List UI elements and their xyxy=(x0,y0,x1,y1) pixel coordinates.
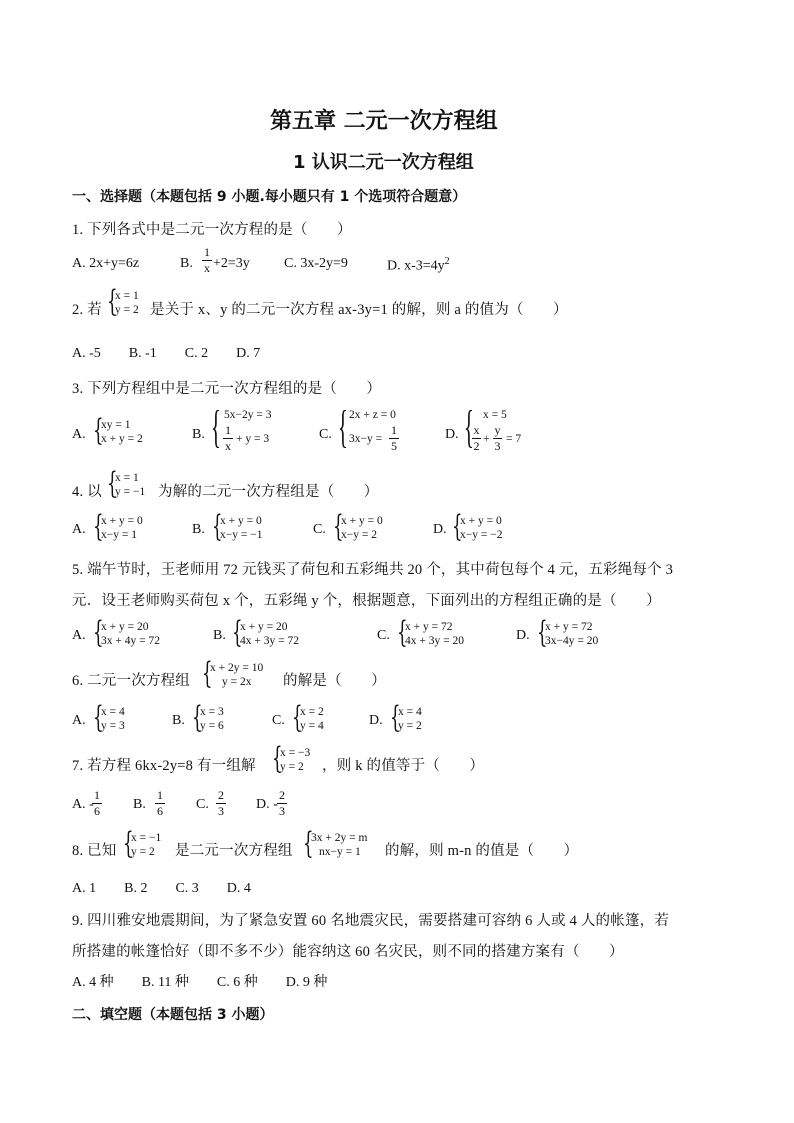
q4-option-b-label: B. xyxy=(192,522,205,537)
q3-option-a-label: A. xyxy=(72,427,86,442)
q1-option-a: A. 2x+y=6z xyxy=(72,256,140,271)
q5-option-d-label: D. xyxy=(516,628,530,643)
q1-option-b-rest: +2=3y xyxy=(213,256,250,271)
q1-option-b-label: B. xyxy=(180,256,193,271)
q7-option-b-fraction: 1 6 xyxy=(157,788,163,818)
q1-option-c: C. 3x-2y=9 xyxy=(284,256,348,271)
q3-option-d-eq2: = 7 xyxy=(506,433,522,445)
chapter-title: 第五章 二元一次方程组 xyxy=(270,109,498,134)
question-3-stem: 3. 下列方程组中是二元一次方程组的是（ ） xyxy=(72,381,382,397)
q7-option-d-fraction: 2 3 xyxy=(279,788,285,818)
q4-option-a-label: A. xyxy=(72,522,86,537)
question-2-prefix: 2. 若 xyxy=(72,302,102,318)
q2-options: A. -5 B. -1 C. 2 D. 7 xyxy=(72,346,261,361)
q5-option-b-label: B. xyxy=(213,628,226,643)
q3-option-c-fraction: 1 5 xyxy=(391,423,397,453)
q8-options: A. 1 B. 2 C. 3 D. 4 xyxy=(72,881,251,896)
q3-option-c-brace: { xyxy=(338,401,348,452)
q3-option-b-eq1: 5x−2y = 3 xyxy=(224,409,272,421)
q6-option-d-label: D. xyxy=(369,713,383,728)
q4-option-c-label: C. xyxy=(313,522,326,537)
q7-option-a-label: A. - xyxy=(72,797,94,812)
question-9-line-2: 所搭建的帐篷恰好（即不多不少）能容纳这 60 名灾民，则不同的搭建方案有（ ） xyxy=(72,944,624,960)
q5-option-a-label: A. xyxy=(72,628,86,643)
q3-option-c-eq2: 3x−y = xyxy=(349,433,383,445)
q3-option-b-fraction: 1 x xyxy=(225,423,231,453)
question-8-stem: 的解，则 m-n 的值是（ ） xyxy=(385,843,579,859)
section-heading-fill: 二、填空题（本题包括 3 小题） xyxy=(72,1007,274,1023)
question-4-prefix: 4. 以 xyxy=(72,484,102,500)
q6-option-b-label: B. xyxy=(172,713,185,728)
q1-option-d: D. $x-3=4y^2$ xyxy=(387,256,450,274)
question-9-line-1: 9. 四川雅安地震期间，为了紧急安置 60 名地震灾民，需要搭建可容纳 6 人或 4 人的帐篷，若 xyxy=(72,913,670,929)
question-5-line-1: 5. 端午节时，王老师用 72 元钱买了荷包和五彩绳共 20 个，其中荷包每个 4 元，五彩绳每个 3 xyxy=(72,562,674,578)
q1-option-b-fraction: 1 x xyxy=(204,245,210,275)
q3-option-d-brace: { xyxy=(464,401,474,452)
q3-option-d-fraction-2: y 3 xyxy=(494,423,501,453)
q6-option-a-label: A. xyxy=(72,713,86,728)
q3-option-b-eq2: + y = 3 xyxy=(236,433,270,445)
question-8-prefix: 8. 已知 xyxy=(72,843,117,859)
q3-option-d-plus: + xyxy=(483,433,490,445)
question-4-stem: 为解的二元一次方程组是（ ） xyxy=(158,484,379,500)
question-7-stem: ，则 k 的值等于（ ） xyxy=(322,758,485,774)
question-6-stem: 的解是（ ） xyxy=(283,673,386,689)
question-7-prefix: 7. 若方程 6kx-2y=8 有一组解 xyxy=(72,758,256,774)
q3-option-b-brace: { xyxy=(211,401,221,452)
q3-option-d-fraction-1: x 2 xyxy=(473,423,480,453)
q3-option-d-label: D. xyxy=(445,427,459,442)
q3-option-c-label: C. xyxy=(319,427,332,442)
q7-option-d-label: D. - xyxy=(256,797,278,812)
question-6-prefix: 6. 二元一次方程组 xyxy=(72,673,190,689)
q3-option-c-eq1: 2x + z = 0 xyxy=(349,409,396,421)
q3-option-d-eq1: x = 5 xyxy=(483,409,507,421)
q7-option-c-fraction: 2 3 xyxy=(218,788,224,818)
q9-options: A. 4 种 B. 11 种 C. 6 种 D. 9 种 xyxy=(72,975,328,990)
q7-option-c-label: C. xyxy=(196,797,209,812)
q3-option-b-label: B. xyxy=(192,427,205,442)
question-1-stem: 1. 下列各式中是二元一次方程的是（ ） xyxy=(72,222,352,238)
q6-option-c-label: C. xyxy=(272,713,285,728)
q7-option-a-fraction: 1 6 xyxy=(94,788,100,818)
section-heading-choice: 一、选择题（本题包括 9 小题.每小题只有 1 个选项符合题意） xyxy=(72,189,467,205)
question-5-line-2: 元．设王老师购买荷包 x 个，五彩绳 y 个，根据题意，下面列出的方程组正确的是（ ） xyxy=(72,593,661,609)
lesson-title: 1 认识二元一次方程组 xyxy=(293,152,474,173)
q5-option-c-label: C. xyxy=(377,628,390,643)
question-8-mid: 是二元一次方程组 xyxy=(175,843,293,859)
q4-option-d-label: D. xyxy=(433,522,447,537)
q7-option-b-label: B. xyxy=(133,797,146,812)
question-2-stem: 是关于 x、y 的二元一次方程 ax-3y=1 的解，则 a 的值为（ ） xyxy=(150,302,568,318)
